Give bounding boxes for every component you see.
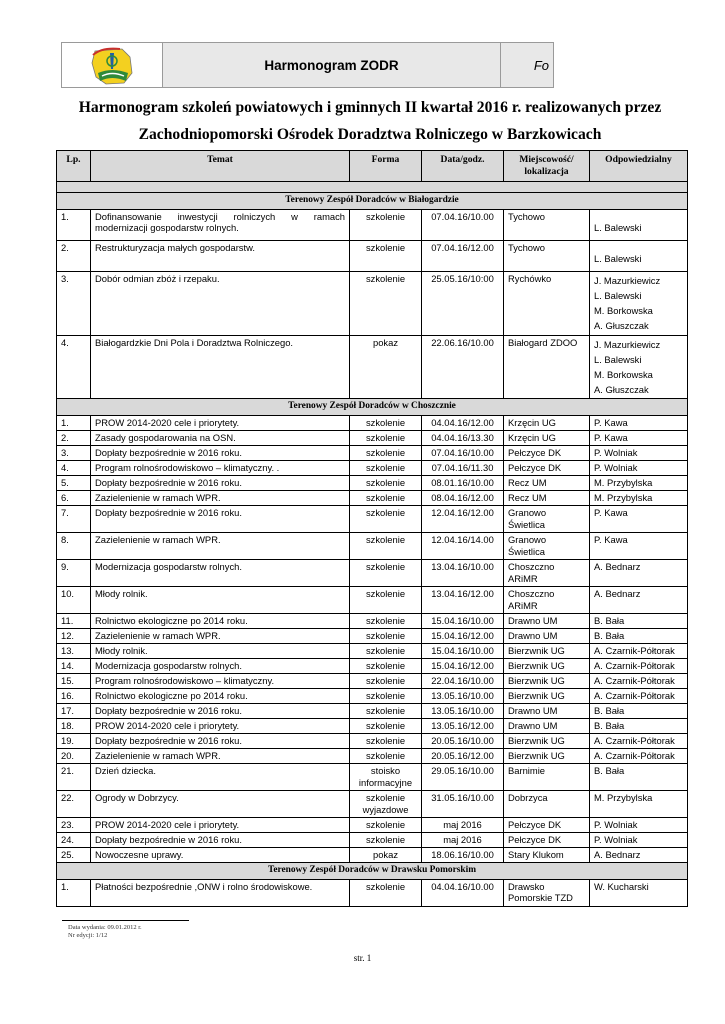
- cell-responsible: [590, 506, 688, 533]
- responsible-person: B. Bała: [594, 705, 625, 717]
- cell-responsible: [590, 833, 688, 848]
- cell-topic: Młody rolnik.: [91, 587, 350, 614]
- table-row: [57, 431, 688, 446]
- table-row: [57, 476, 688, 491]
- responsible-person: J. Mazurkiewicz: [594, 274, 661, 286]
- cell-location: Bierzwnik UG: [504, 644, 590, 659]
- table-row: [57, 560, 688, 587]
- responsible-person: B. Bała: [594, 765, 625, 777]
- cell-lp: 8.: [57, 533, 91, 560]
- table-row: [57, 240, 688, 271]
- responsible-person: J. Mazurkiewicz: [594, 338, 661, 350]
- cell-responsible: [590, 560, 688, 587]
- cell-date: 12.04.16/14.00: [422, 533, 504, 560]
- cell-responsible: [590, 848, 688, 863]
- spacer-row: [57, 182, 688, 193]
- responsible-person: M. Borkowska: [594, 368, 653, 380]
- responsible-person: [594, 211, 683, 223]
- column-header: Data/godz.: [422, 151, 504, 182]
- cell-lp: 20.: [57, 749, 91, 764]
- responsible-person: [594, 242, 683, 254]
- cell-topic: Płatności bezpośrednie ,ONW i rolno środowiskowe.: [91, 879, 350, 906]
- cell-form: szkolenie: [350, 689, 422, 704]
- cell-responsible: [590, 644, 688, 659]
- cell-responsible: [590, 879, 688, 906]
- cell-lp: 17.: [57, 704, 91, 719]
- cell-date: 08.04.16/12.00: [422, 491, 504, 506]
- cell-form: szkolenie: [350, 659, 422, 674]
- cell-responsible: [590, 659, 688, 674]
- responsible-person: L. Balewski: [594, 289, 642, 301]
- cell-form: szkolenie: [350, 533, 422, 560]
- cell-date: 31.05.16/10.00: [422, 791, 504, 818]
- cell-date: 04.04.16/10.00: [422, 879, 504, 906]
- cell-location: Barnimie: [504, 764, 590, 791]
- responsible-person: A. Czarnik-Półtorak: [594, 675, 675, 687]
- responsible-person: A. Bednarz: [594, 561, 641, 573]
- table-row: [57, 461, 688, 476]
- cell-topic: Program rolnośrodowiskowo – klimatyczny.: [91, 674, 350, 689]
- responsible-person: P. Kawa: [594, 534, 628, 546]
- cell-form: szkolenie: [350, 431, 422, 446]
- header-form-code: Fo: [501, 43, 553, 87]
- responsible-person: P. Kawa: [594, 417, 628, 429]
- responsible-person: B. Bała: [594, 630, 625, 642]
- cell-location: Drawsko Pomorskie TZD: [504, 879, 590, 906]
- cell-location: Recz UM: [504, 491, 590, 506]
- cell-lp: 23.: [57, 818, 91, 833]
- cell-form: szkolenie: [350, 271, 422, 335]
- cell-date: 13.04.16/12.00: [422, 587, 504, 614]
- cell-date: maj 2016: [422, 833, 504, 848]
- table-row: [57, 818, 688, 833]
- cell-location: Choszczno ARiMR: [504, 587, 590, 614]
- table-row: [57, 704, 688, 719]
- cell-responsible: [590, 818, 688, 833]
- cell-lp: 15.: [57, 674, 91, 689]
- cell-lp: 5.: [57, 476, 91, 491]
- cell-form: szkolenie: [350, 476, 422, 491]
- cell-date: 07.04.16/10.00: [422, 446, 504, 461]
- cell-responsible: [590, 689, 688, 704]
- cell-date: 12.04.16/12.00: [422, 506, 504, 533]
- cell-responsible: [590, 416, 688, 431]
- cell-responsible: [590, 476, 688, 491]
- cell-lp: 13.: [57, 644, 91, 659]
- cell-location: Rychówko: [504, 271, 590, 335]
- responsible-person: M. Przybylska: [594, 792, 653, 804]
- cell-date: 07.04.16/11.30: [422, 461, 504, 476]
- table-row: [57, 335, 688, 399]
- cell-lp: 16.: [57, 689, 91, 704]
- cell-responsible: [590, 240, 688, 271]
- cell-responsible: [590, 335, 688, 399]
- cell-topic: Zazielenienie w ramach WPR.: [91, 749, 350, 764]
- cell-lp: 3.: [57, 446, 91, 461]
- cell-form: szkolenie: [350, 587, 422, 614]
- cell-location: Tychowo: [504, 209, 590, 240]
- cell-form: szkolenie: [350, 704, 422, 719]
- cell-lp: 22.: [57, 791, 91, 818]
- cell-date: 13.04.16/10.00: [422, 560, 504, 587]
- cell-location: Krzęcin UG: [504, 431, 590, 446]
- cell-responsible: [590, 674, 688, 689]
- responsible-person: P. Wolniak: [594, 447, 638, 459]
- table-row: [57, 719, 688, 734]
- cell-form: szkolenie: [350, 614, 422, 629]
- header-row: [57, 151, 688, 182]
- table-row: [57, 533, 688, 560]
- cell-form: szkolenie: [350, 416, 422, 431]
- responsible-person: A. Bednarz: [594, 588, 641, 600]
- cell-form: szkolenie: [350, 240, 422, 271]
- cell-date: 22.06.16/10.00: [422, 335, 504, 399]
- cell-topic: Zasady gospodarowania na OSN.: [91, 431, 350, 446]
- responsible-person: L. Balewski: [594, 253, 642, 265]
- cell-date: 20.05.16/10.00: [422, 734, 504, 749]
- cell-responsible: [590, 629, 688, 644]
- cell-location: Pełczyce DK: [504, 818, 590, 833]
- table-row: [57, 659, 688, 674]
- cell-topic: Dofinansowanie inwestycji rolniczych w ramach modernizacji gospodarstw rolnych.: [91, 209, 350, 240]
- cell-date: 04.04.16/12.00: [422, 416, 504, 431]
- issue-date: Data wydania: 09.01.2012 r.: [68, 924, 142, 931]
- cell-topic: Dobór odmian zbóż i rzepaku.: [91, 271, 350, 335]
- cell-topic: Program rolnośrodowiskowo – klimatyczny. .: [91, 461, 350, 476]
- cell-form: szkolenie: [350, 674, 422, 689]
- cell-lp: 3.: [57, 271, 91, 335]
- cell-location: Białogard ZDOO: [504, 335, 590, 399]
- column-header: Temat: [91, 151, 350, 182]
- table-row: [57, 629, 688, 644]
- cell-location: Bierzwnik UG: [504, 749, 590, 764]
- table-row: [57, 491, 688, 506]
- cell-topic: Dzień dziecka.: [91, 764, 350, 791]
- cell-form: szkolenie wyjazdowe: [350, 791, 422, 818]
- cell-lp: 1.: [57, 416, 91, 431]
- cell-lp: 24.: [57, 833, 91, 848]
- cell-lp: 6.: [57, 491, 91, 506]
- cell-lp: 12.: [57, 629, 91, 644]
- cell-date: 13.05.16/10.00: [422, 689, 504, 704]
- cell-responsible: [590, 209, 688, 240]
- cell-location: Tychowo: [504, 240, 590, 271]
- cell-lp: 10.: [57, 587, 91, 614]
- cell-topic: Nowoczesne uprawy.: [91, 848, 350, 863]
- cell-form: szkolenie: [350, 879, 422, 906]
- cell-location: Drawno UM: [504, 614, 590, 629]
- zodr-logo: [62, 43, 163, 87]
- cell-form: szkolenie: [350, 491, 422, 506]
- cell-date: 07.04.16/12.00: [422, 240, 504, 271]
- responsible-person: A. Głuszczak: [594, 320, 649, 332]
- cell-responsible: [590, 446, 688, 461]
- cell-date: 20.05.16/12.00: [422, 749, 504, 764]
- cell-form: szkolenie: [350, 644, 422, 659]
- header-title: Harmonogram ZODR: [163, 43, 501, 87]
- table-row: [57, 791, 688, 818]
- cell-date: 15.04.16/12.00: [422, 659, 504, 674]
- cell-location: Pełczyce DK: [504, 461, 590, 476]
- cell-responsible: [590, 461, 688, 476]
- table-row: [57, 764, 688, 791]
- cell-lp: 1.: [57, 879, 91, 906]
- cell-date: 15.04.16/10.00: [422, 644, 504, 659]
- cell-location: Bierzwnik UG: [504, 734, 590, 749]
- section-header-row: [57, 399, 688, 416]
- schedule-table: [56, 150, 688, 907]
- cell-lp: 14.: [57, 659, 91, 674]
- responsible-person: A. Czarnik-Półtorak: [594, 750, 675, 762]
- cell-responsible: [590, 491, 688, 506]
- responsible-person: P. Kawa: [594, 507, 628, 519]
- cell-lp: 4.: [57, 461, 91, 476]
- table-row: [57, 446, 688, 461]
- cell-location: Granowo Świetlica: [504, 533, 590, 560]
- cell-date: 29.05.16/10.00: [422, 764, 504, 791]
- responsible-person: A. Czarnik-Półtorak: [594, 645, 675, 657]
- cell-date: 07.04.16/10.00: [422, 209, 504, 240]
- cell-responsible: [590, 431, 688, 446]
- table-row: [57, 587, 688, 614]
- cell-responsible: [590, 719, 688, 734]
- document-title-line-2: Zachodniopomorski Ośrodek Doradztwa Rolniczego w Barzkowicach: [138, 126, 602, 143]
- cell-form: pokaz: [350, 848, 422, 863]
- cell-form: szkolenie: [350, 506, 422, 533]
- responsible-person: M. Przybylska: [594, 492, 653, 504]
- table-row: [57, 644, 688, 659]
- column-header: Odpowiedzialny: [590, 151, 688, 182]
- cell-responsible: [590, 614, 688, 629]
- cell-topic: Dopłaty bezpośrednie w 2016 roku.: [91, 506, 350, 533]
- table-row: [57, 689, 688, 704]
- cell-topic: Dopłaty bezpośrednie w 2016 roku.: [91, 446, 350, 461]
- cell-topic: PROW 2014-2020 cele i priorytety.: [91, 818, 350, 833]
- cell-responsible: [590, 704, 688, 719]
- column-header: Forma: [350, 151, 422, 182]
- cell-form: szkolenie: [350, 833, 422, 848]
- responsible-person: A. Głuszczak: [594, 384, 649, 396]
- cell-location: Stary Klukom: [504, 848, 590, 863]
- cell-date: 22.04.16/10.00: [422, 674, 504, 689]
- cell-topic: Modernizacja gospodarstw rolnych.: [91, 659, 350, 674]
- cell-lp: 21.: [57, 764, 91, 791]
- cell-topic: Dopłaty bezpośrednie w 2016 roku.: [91, 704, 350, 719]
- cell-lp: 7.: [57, 506, 91, 533]
- cell-responsible: [590, 587, 688, 614]
- table-row: [57, 749, 688, 764]
- responsible-person: L. Balewski: [594, 353, 642, 365]
- cell-location: Drawno UM: [504, 629, 590, 644]
- cell-lp: 1.: [57, 209, 91, 240]
- section-title: Terenowy Zespół Doradców w Białogardzie: [57, 193, 688, 210]
- cell-lp: 19.: [57, 734, 91, 749]
- responsible-person: B. Bała: [594, 615, 625, 627]
- cell-form: pokaz: [350, 335, 422, 399]
- cell-location: Bierzwnik UG: [504, 689, 590, 704]
- cell-date: 15.04.16/10.00: [422, 614, 504, 629]
- cell-date: 04.04.16/13.30: [422, 431, 504, 446]
- cell-topic: Rolnictwo ekologiczne po 2014 roku.: [91, 689, 350, 704]
- table-row: [57, 674, 688, 689]
- responsible-person: L. Balewski: [594, 222, 642, 234]
- cell-topic: Restrukturyzacja małych gospodarstw.: [91, 240, 350, 271]
- cell-lp: 11.: [57, 614, 91, 629]
- cell-form: szkolenie: [350, 719, 422, 734]
- cell-form: szkolenie: [350, 209, 422, 240]
- cell-form: stoisko informacyjne: [350, 764, 422, 791]
- responsible-person: P. Wolniak: [594, 834, 638, 846]
- responsible-person: A. Czarnik-Półtorak: [594, 690, 675, 702]
- cell-date: 13.05.16/12.00: [422, 719, 504, 734]
- cell-lp: 9.: [57, 560, 91, 587]
- cell-form: szkolenie: [350, 749, 422, 764]
- cell-location: Krzęcin UG: [504, 416, 590, 431]
- section-title: Terenowy Zespół Doradców w Choszcznie: [57, 399, 688, 416]
- cell-location: Drawno UM: [504, 704, 590, 719]
- cell-date: maj 2016: [422, 818, 504, 833]
- responsible-person: P. Wolniak: [594, 819, 638, 831]
- cell-location: Choszczno ARiMR: [504, 560, 590, 587]
- cell-date: 18.06.16/10.00: [422, 848, 504, 863]
- table-row: [57, 506, 688, 533]
- responsible-person: A. Czarnik-Półtorak: [594, 735, 675, 747]
- cell-topic: Zazielenienie w ramach WPR.: [91, 491, 350, 506]
- cell-responsible: [590, 791, 688, 818]
- responsible-person: A. Czarnik-Półtorak: [594, 660, 675, 672]
- responsible-person: P. Kawa: [594, 432, 628, 444]
- cell-form: szkolenie: [350, 734, 422, 749]
- responsible-person: M. Borkowska: [594, 305, 653, 317]
- cell-date: 13.05.16/10.00: [422, 704, 504, 719]
- cell-topic: Dopłaty bezpośrednie w 2016 roku.: [91, 476, 350, 491]
- cell-topic: Dopłaty bezpośrednie w 2016 roku.: [91, 833, 350, 848]
- table-row: [57, 416, 688, 431]
- document-header: [61, 42, 554, 88]
- cell-topic: PROW 2014-2020 cele i priorytety.: [91, 416, 350, 431]
- table-row: [57, 848, 688, 863]
- cell-date: 08.01.16/10.00: [422, 476, 504, 491]
- cell-form: szkolenie: [350, 818, 422, 833]
- responsible-person: B. Bała: [594, 720, 625, 732]
- cell-location: Drawno UM: [504, 719, 590, 734]
- edition-number: Nr edycji: 1/12: [68, 932, 108, 939]
- column-header: Miejscowość/ lokalizacja: [504, 151, 590, 182]
- page-number: str. 1: [353, 953, 372, 963]
- section-header-row: [57, 193, 688, 210]
- cell-topic: Białogardzkie Dni Pola i Doradztwa Rolniczego.: [91, 335, 350, 399]
- cell-topic: Ogrody w Dobrzycy.: [91, 791, 350, 818]
- table-row: [57, 209, 688, 240]
- responsible-person: P. Wolniak: [594, 462, 638, 474]
- cell-lp: 18.: [57, 719, 91, 734]
- document-title-line-1: Harmonogram szkoleń powiatowych i gminnych II kwartał 2016 r. realizowanych przez: [78, 99, 662, 116]
- responsible-person: W. Kucharski: [594, 880, 649, 892]
- cell-location: Recz UM: [504, 476, 590, 491]
- cell-responsible: [590, 533, 688, 560]
- cell-topic: Zazielenienie w ramach WPR.: [91, 629, 350, 644]
- footnote-separator: [62, 920, 189, 921]
- cell-topic: PROW 2014-2020 cele i priorytety.: [91, 719, 350, 734]
- cell-responsible: [590, 749, 688, 764]
- cell-lp: 2.: [57, 431, 91, 446]
- cell-responsible: [590, 764, 688, 791]
- table-row: [57, 734, 688, 749]
- cell-location: Granowo Świetlica: [504, 506, 590, 533]
- cell-location: Bierzwnik UG: [504, 674, 590, 689]
- responsible-person: M. Przybylska: [594, 477, 653, 489]
- responsible-person: A. Bednarz: [594, 849, 641, 861]
- cell-form: szkolenie: [350, 629, 422, 644]
- cell-form: szkolenie: [350, 560, 422, 587]
- table-row: [57, 271, 688, 335]
- cell-form: szkolenie: [350, 461, 422, 476]
- cell-topic: Dopłaty bezpośrednie w 2016 roku.: [91, 734, 350, 749]
- section-title: Terenowy Zespół Doradców w Drawsku Pomorskim: [57, 863, 688, 880]
- cell-topic: Rolnictwo ekologiczne po 2014 roku.: [91, 614, 350, 629]
- cell-lp: 25.: [57, 848, 91, 863]
- cell-lp: 2.: [57, 240, 91, 271]
- table-row: [57, 614, 688, 629]
- cell-responsible: [590, 271, 688, 335]
- cell-date: 15.04.16/12.00: [422, 629, 504, 644]
- cell-location: Dobrzyca: [504, 791, 590, 818]
- cell-lp: 4.: [57, 335, 91, 399]
- cell-location: Bierzwnik UG: [504, 659, 590, 674]
- table-row: [57, 833, 688, 848]
- cell-form: szkolenie: [350, 446, 422, 461]
- cell-date: 25.05.16/10:00: [422, 271, 504, 335]
- section-header-row: [57, 863, 688, 880]
- cell-topic: Modernizacja gospodarstw rolnych.: [91, 560, 350, 587]
- column-header: Lp.: [57, 151, 91, 182]
- cell-location: Pełczyce DK: [504, 833, 590, 848]
- cell-location: Pełczyce DK: [504, 446, 590, 461]
- cell-responsible: [590, 734, 688, 749]
- table-row: [57, 879, 688, 906]
- cell-topic: Zazielenienie w ramach WPR.: [91, 533, 350, 560]
- cell-topic: Młody rolnik.: [91, 644, 350, 659]
